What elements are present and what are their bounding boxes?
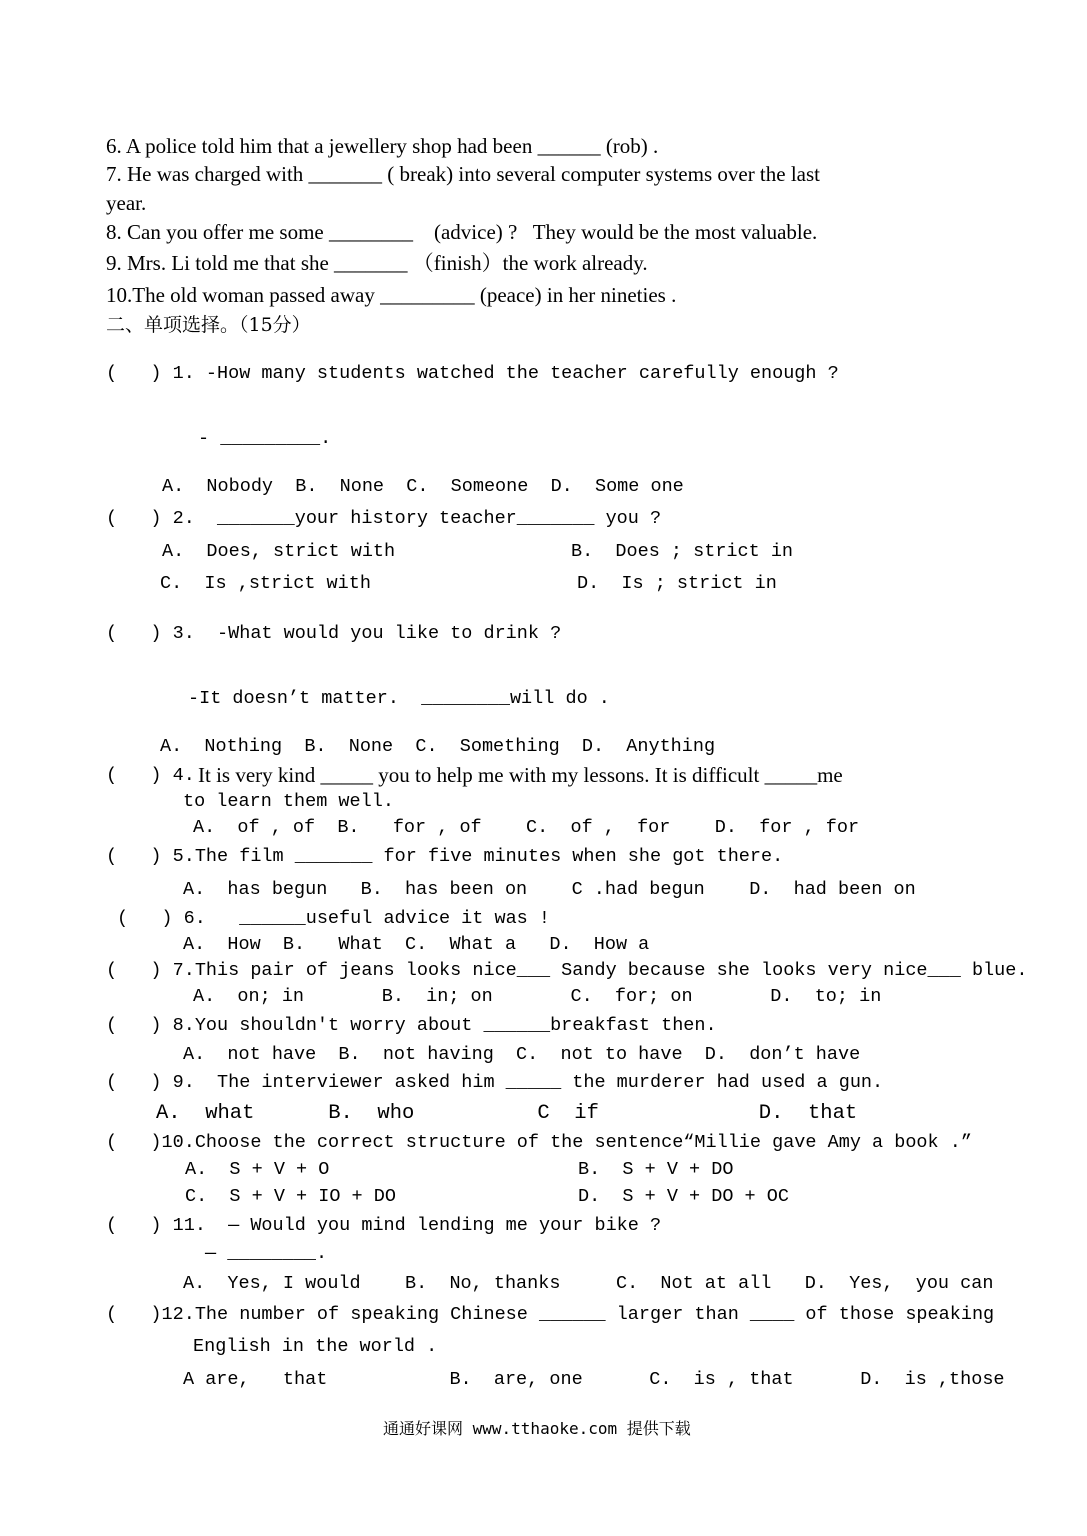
question-6-options: A. How B. What C. What a D. How a (183, 934, 650, 955)
fill-blank-7: 7. He was charged with _______ ( break) into several computer systems over the last (106, 162, 820, 186)
question-7-stem: ( ) 7.This pair of jeans looks nice___ Sandy because she looks very nice___ blue. (106, 960, 1028, 981)
question-2-option-c: C. Is ,strict with (160, 573, 371, 594)
fill-blank-6: 6. A police told him that a jewellery shop had been ______ (rob) . (106, 134, 659, 158)
question-8-stem: ( ) 8.You shouldn't worry about ______breakfast then. (106, 1015, 717, 1036)
question-3-reply: -It doesn’t matter. ________will do . (188, 688, 610, 709)
question-11-stem: ( ) 11. — Would you mind lending me your bike ? (106, 1215, 662, 1236)
question-1-options: A. Nobody B. None C. Someone D. Some one (162, 476, 684, 497)
question-12-stem: ( )12.The number of speaking Chinese ______ larger than ____ of those speaking (106, 1304, 995, 1325)
question-5-options: A. has begun B. has been on C .had begun D. had been on (183, 879, 916, 900)
question-2-stem: ( ) 2. _______your history teacher_______ you ? (106, 508, 662, 529)
question-1-reply: - _________. (198, 428, 332, 449)
question-12-options: A are, that B. are, one C. is , that D. is ,those (183, 1369, 1005, 1390)
fill-blank-8: 8. Can you offer me some ________ (advice) ? They would be the most valuable. (106, 220, 818, 244)
question-10-option-a: A. S + V + O (185, 1159, 330, 1180)
fill-blank-9: 9. Mrs. Li told me that she _______ （finish）the work already. (106, 251, 648, 275)
fill-blank-10: 10.The old woman passed away _________ (peace) in her nineties . (106, 283, 677, 307)
question-11-options: A. Yes, I would B. No, thanks C. Not at all D. Yes, you can (183, 1273, 994, 1294)
question-7-options: A. on; in B. in; on C. for; on D. to; in (193, 986, 882, 1007)
question-4-number: ( ) 4. (106, 765, 195, 786)
question-12-stem-cont: English in the world . (193, 1336, 438, 1357)
question-2-option-a: A. Does, strict with (162, 541, 396, 562)
question-10-option-d: D. S + V + DO + OC (578, 1186, 789, 1207)
question-9-options: A. what B. who C if D. that (156, 1102, 858, 1125)
question-1-stem: ( ) 1. -How many students watched the teacher carefully enough ? (106, 363, 839, 384)
question-10-stem: ( )10.Choose the correct structure of the sentence“Millie gave Amy a book .” (106, 1132, 972, 1153)
question-9-stem: ( ) 9. The interviewer asked him _____ the murderer had used a gun. (106, 1072, 884, 1093)
question-2-option-b: B. Does ; strict in (571, 541, 794, 562)
question-4-stem-cont: to learn them well. (183, 791, 394, 812)
question-3-options: A. Nothing B. None C. Something D. Anything (160, 736, 716, 757)
question-4-stem: It is very kind _____ you to help me with my lessons. It is difficult _____me (198, 763, 843, 787)
fill-blank-7-cont: year. (106, 191, 147, 215)
question-11-reply: — ________. (205, 1243, 328, 1264)
question-3-stem: ( ) 3. -What would you like to drink ? (106, 623, 562, 644)
question-5-stem: ( ) 5.The film _______ for five minutes when she got there. (106, 846, 784, 867)
question-2-option-d: D. Is ; strict in (577, 573, 777, 594)
question-6-stem: ( ) 6. ______useful advice it was ! (117, 908, 550, 929)
question-10-option-c: C. S + V + IO + DO (185, 1186, 396, 1207)
question-8-options: A. not have B. not having C. not to have D. don’t have (183, 1044, 861, 1065)
question-10-option-b: B. S + V + DO (578, 1159, 734, 1180)
section-title: 二、单项选择。（15分） (106, 314, 311, 336)
question-4-options: A. of , of B. for , of C. of , for D. for , for (193, 817, 860, 838)
page-footer: 通通好课网 www.tthaoke.com 提供下载 (383, 1419, 691, 1438)
